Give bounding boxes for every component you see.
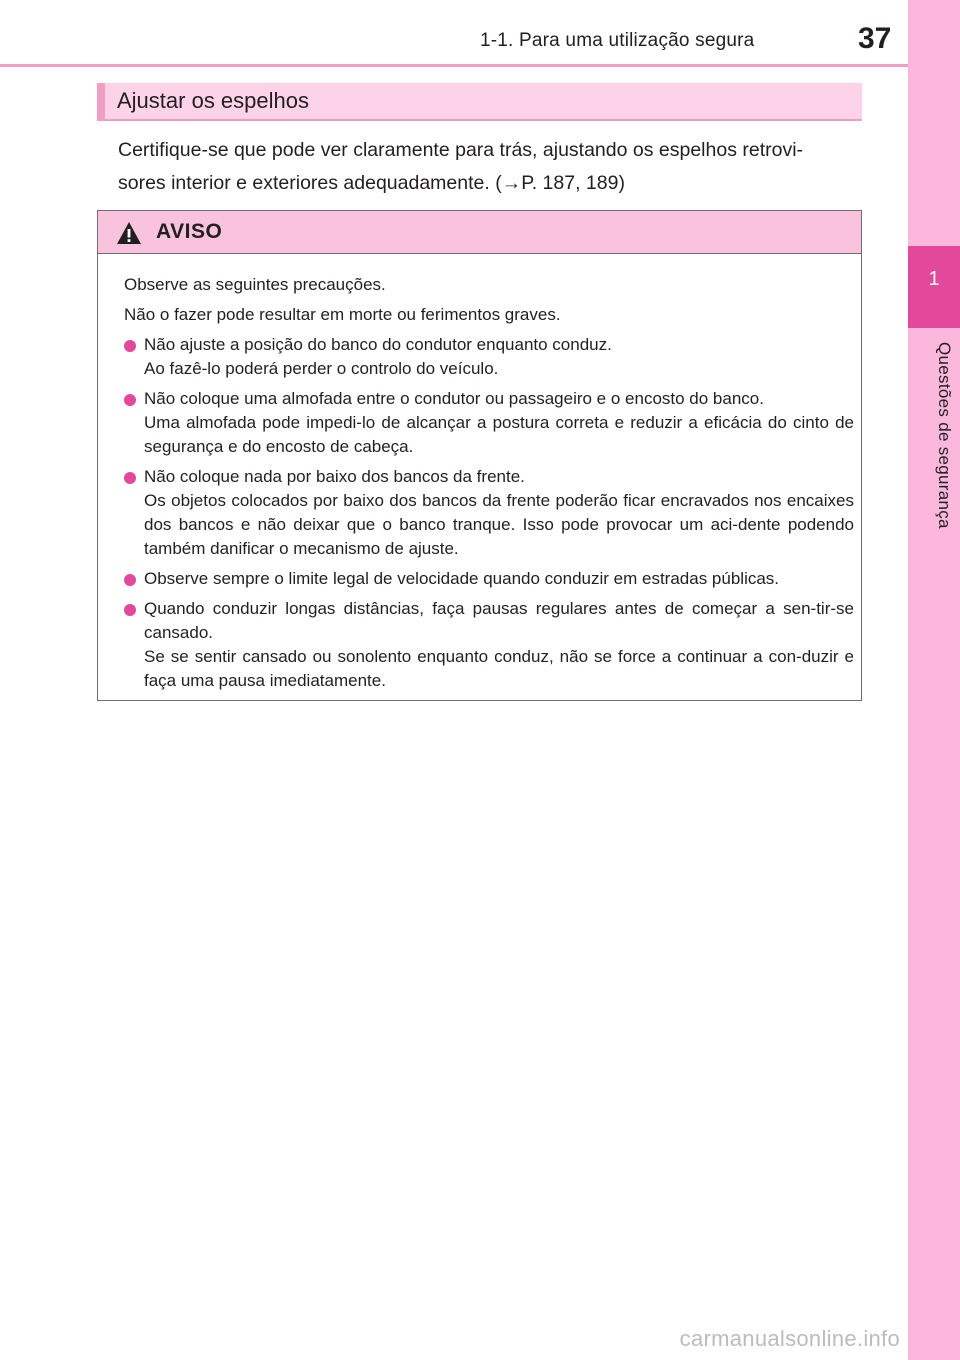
bullet-text: Não coloque uma almofada entre o condutor ou passageiro e o encosto do banco.: [144, 389, 764, 408]
page-number: 37: [858, 22, 892, 55]
chapter-side-tab: [908, 0, 960, 1360]
bullet-text: Se se sentir cansado ou sonolento enquanto conduz, não se force a continuar a con-duzir e faça uma pausa imediatamente.: [144, 647, 854, 690]
footer-watermark[interactable]: carmanualsonline.info: [679, 1326, 900, 1351]
bullet-dot-icon: [124, 604, 136, 616]
bullet-dot-icon: [124, 574, 136, 586]
warning-box: [97, 210, 862, 701]
warning-triangle-icon: [116, 221, 142, 245]
section-heading-text: Ajustar os espelhos: [117, 88, 309, 113]
warning-title: AVISO: [156, 220, 223, 243]
bullet-text: Uma almofada pode impedi-lo de alcançar a postura correta e reduzir a eficácia do cinto de segurança e do encosto de cabeça.: [144, 413, 854, 456]
section-intro: [118, 134, 860, 200]
bullet-dot-icon: [124, 472, 136, 484]
bullet-text: Os objetos colocados por baixo dos bancos da frente poderão ficar encravados nos encaixes dos bancos e não deixar que o banco tranque. Isso pode provocar um aci-dente podendo também danificar o mecanismo de ajuste.: [144, 491, 854, 558]
bullet-dot-icon: [124, 340, 136, 352]
bullet-text: Ao fazê-lo poderá perder o controlo do veículo.: [144, 359, 499, 378]
warning-body: [124, 273, 854, 699]
list-item: [124, 597, 854, 693]
warning-intro: Observe as seguintes precauções.: [124, 275, 386, 294]
bullet-text: Não ajuste a posição do banco do condutor enquanto conduz.: [144, 335, 612, 354]
header-rule: [0, 64, 908, 67]
list-item: [124, 387, 854, 459]
list-item: [124, 465, 854, 561]
list-item: [124, 567, 854, 591]
chapter-number: 1: [928, 268, 940, 290]
warning-list: [124, 333, 854, 693]
intro-line: sores interior e exteriores adequadamente. (→P. 187, 189): [118, 172, 625, 194]
bullet-text: Observe sempre o limite legal de velocidade quando conduzir em estradas públicas.: [144, 569, 780, 588]
intro-line: Certifique-se que pode ver claramente para trás, ajustando os espelhos retrovi-: [118, 139, 804, 161]
chapter-title: Questões de segurança: [935, 342, 954, 529]
bullet-text: Não coloque nada por baixo dos bancos da frente.: [144, 467, 525, 486]
bullet-dot-icon: [124, 394, 136, 406]
section-heading: [97, 83, 862, 121]
running-header-title: 1-1. Para uma utilização segura: [480, 30, 755, 51]
list-item: [124, 333, 854, 381]
warning-intro: Não o fazer pode resultar em morte ou ferimentos graves.: [124, 305, 561, 324]
warning-header: [98, 211, 861, 254]
bullet-text: Quando conduzir longas distâncias, faça pausas regulares antes de começar a sen-tir-se cansado.: [144, 599, 854, 642]
